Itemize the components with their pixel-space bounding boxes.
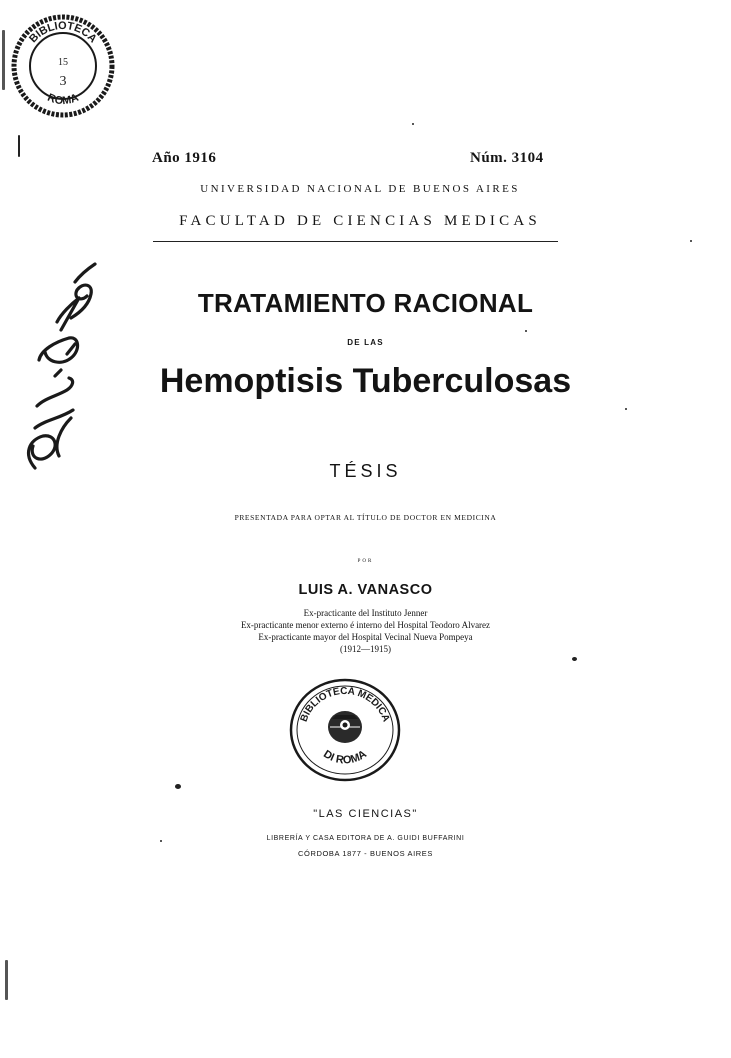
thesis-purpose: PRESENTADA PARA OPTAR AL TÍTULO DE DOCTOR EN MEDICINA [234, 513, 497, 522]
stamp-arc-text-top: BIBLIOTECA [27, 19, 99, 46]
university-name: UNIVERSIDAD NACIONAL DE BUENOS AIRES [200, 183, 520, 195]
faculty-name: FACULTAD DE CIENCIAS MEDICAS [179, 213, 541, 229]
publisher-line: LIBRERÍA Y CASA EDITORA DE A. GUIDI BUFFARINI [266, 835, 465, 842]
author-credential: Ex-practicante menor externo é interno del Hospital Teodoro Alvarez [240, 620, 491, 630]
stamp-arc-text-bottom: DI ROMA [321, 748, 369, 767]
author-credential: Ex-practicante mayor del Hospital Vecinal Nueva Pompeya [258, 632, 473, 642]
stamp-number-2: 3 [59, 74, 67, 89]
library-stamp-top-left [10, 13, 116, 119]
title-connector: DE LAS [347, 338, 384, 347]
author-credential-years: (1912—1915) [340, 644, 391, 654]
author-name: LUIS A. VANASCO [298, 582, 433, 598]
svg-text:DI ROMA [321, 748, 369, 766]
publication-year: Año 1916 [152, 150, 217, 166]
scan-speck [525, 330, 527, 332]
stamp-emblem [328, 711, 362, 743]
scan-edge-mark [5, 960, 8, 1000]
scan-edge-mark [2, 30, 5, 90]
title-line-1: TRATAMIENTO RACIONAL [197, 288, 534, 318]
library-stamp-center [288, 677, 402, 783]
scan-speck [625, 408, 627, 410]
stamp-arc-text-bottom: ROMA [45, 91, 81, 108]
publication-number: Núm. 3104 [470, 150, 544, 166]
thesis-label: TÉSIS [329, 461, 402, 481]
stamp-arc-text-top: BIBLIOTECA MEDICA [298, 685, 392, 724]
publisher-address: CÓRDOBA 1877 - BUENOS AIRES [298, 849, 433, 858]
scan-speck [412, 123, 414, 125]
author-credential: Ex-practicante del Instituto Jenner [303, 608, 428, 618]
scan-speck [572, 657, 577, 661]
publisher-name: "LAS CIENCIAS" [313, 808, 418, 820]
header-divider [153, 241, 558, 242]
scan-speck [175, 784, 181, 789]
scan-speck [18, 135, 20, 157]
title-line-2: Hemoptisis Tuberculosas [159, 362, 572, 400]
scan-speck [160, 840, 162, 842]
by-label: POR [357, 559, 374, 564]
svg-text:ROMA [46, 92, 81, 108]
scan-speck [690, 240, 692, 242]
stamp-number-1: 15 [58, 57, 68, 68]
